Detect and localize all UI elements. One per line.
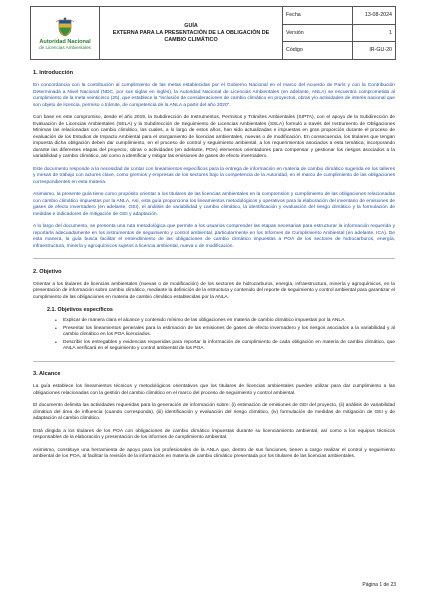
document-title-block xyxy=(100,7,283,59)
meta-key: Código xyxy=(283,42,353,59)
paragraph: Orientar a los titulares de licencias ambientales (nuevas o de modificación) de los sectores de hidrocarburos, energía, infraestructura, minería y agroquímicos, en la presentación de información sobre cambio climático, mediante la definición de la estructura y contenido del reporte de seguimiento y control ambiental para garantizar el cumplimiento de las obligaciones en materia de cambio climático establecidas por la ANLA. xyxy=(33,281,395,300)
meta-value: 13-08-2024 xyxy=(364,12,392,18)
paragraph: Asimismo, constituye una herramienta de apoyo para los profesionales de la ANLA que, dentro de sus funciones, tienen a cargo realizar el control y seguimiento ambiental de los POA, al facilitar la revisión de la información en materia de cambio climático presentada por los titulares de las licencias ambientales. xyxy=(33,447,395,460)
logo-text-line2: de Licencias Ambientales xyxy=(39,45,91,51)
paragraph: Asimismo, la presente guía tiene como propósito orientar a los titulares de las licencias ambientales en la comprensión y cumplimiento de las obligaciones relacionadas con cambio climático impuestas por la ANLA. Así, esta guía proporciona los lineamientos metodológicos y operativos para la elaboración del inventario de emisiones de gases de efecto invernadero (en adelante, GEI), el análisis de variabilidad y cambio climático, la identificación y evaluación del riesgo climático y la formulación de medidas e indicadores de mitigación de GEI y adaptación. xyxy=(33,192,395,217)
document-body xyxy=(33,70,395,467)
document-type: GUÍA xyxy=(184,22,198,29)
section-heading-scope: 3. Alcance xyxy=(33,371,61,378)
meta-value: 1 xyxy=(389,29,392,36)
meta-row-date xyxy=(283,7,395,25)
paragraph: El documento delimita las actividades requeridas para la generación de información sobre: (i) estimación de emisiones de GEI del proyecto, (ii) análisis de variabilidad climática del área de influencia (cuando corresponda), (iii) identificación y evaluación del riesgo climático, (iv) formulación de medidas de mitigación de GEI y de adaptación al cambio climático. xyxy=(33,403,395,422)
document-header xyxy=(30,6,396,60)
meta-row-code xyxy=(283,42,395,59)
logo-text-line1: Autoridad Nacional xyxy=(39,39,91,46)
document-metadata xyxy=(283,7,395,59)
meta-value: IR-GU-20 xyxy=(369,47,392,54)
logo-block xyxy=(31,7,100,59)
bullet-list xyxy=(55,318,395,353)
paragraph: A lo largo del documento, se presenta una ruta metodológica que permite a los usuarios comprender las etapas necesarias para estructurar la información requerida y reportarla adecuadamente en los instrumentos de seguimiento y control ambiental, particularmente en los Informes de Cumplimiento Ambiental (en adelante, ICA). De esta manera, la guía busca facilitar el entendimiento de las obligaciones de cambio climático impuestas a POA de los sectores de hidrocarburos, energía, infraestructura, minería y agroquímicos sujetos a licencia ambiental, nueva o de modificación. xyxy=(33,224,395,249)
subsection-heading-specific-objectives: 2.1. Objetivos específicos xyxy=(47,307,113,314)
meta-key: Fecha xyxy=(283,7,353,24)
list-item: • Explicar de manera clara el alcance y contenido mínimo de las obligaciones en materia de cambio climático impuestas por la ANLA. xyxy=(55,318,395,325)
paragraph: La guía establece los lineamientos técnicos y metodológicos orientativos que los titulares de licencias ambientales pueden utilizar para dar cumplimiento a las obligaciones relacionadas con la gestión del cambio climático en el marco del proceso de seguimiento y control ambiental. xyxy=(33,384,395,396)
section-divider xyxy=(33,361,395,362)
paragraph: Está dirigida a los titulares de los POA con obligaciones de cambio climático impuestas durante su licenciamiento ambiental, así como a los equipos técnicos responsables de la elaboración y presentación de los informes de cumplimiento ambiental. xyxy=(33,428,395,441)
section-divider xyxy=(33,258,395,259)
list-item: • Describir los entregables y evidencias requeridas para reportar la información de cumplimiento de cada obligación en materia de cambio climático, que ANLA verificará en el seguimiento y control ambiental de los POA. xyxy=(55,340,395,353)
coat-of-arms-icon xyxy=(55,17,75,37)
document-title: EXTERNA PARA LA PRESENTACIÓN DE LA OBLIGACIÓN DE CAMBIO CLIMÁTICO xyxy=(112,29,270,43)
paragraph: Este documento responde a la necesidad de contar con lineamientos específicos para la entrega de información en materia de cambio climático sugerida en los talleres y mesas de trabajo con actores clave, como gremios y empresas de los sectores bajo la competencia de la Autoridad, en el marco de cumplimiento de las obligaciones correspondientes en esta materia. xyxy=(33,166,395,185)
page-number: Página 1 de 23 xyxy=(362,582,396,588)
meta-key: Versión xyxy=(283,25,353,42)
section-heading-objective: 2. Objetivo xyxy=(33,268,62,275)
section-heading-introduction: 1. Introducción xyxy=(33,70,74,76)
list-item: • Presentar los lineamientos generales para la estimación de las emisiones de gases de efecto invernadero y los riesgos asociados a la variabilidad y al cambio climático en los POA licenciados. xyxy=(55,326,395,339)
meta-row-version xyxy=(283,25,395,43)
paragraph: Con base en este compromiso, desde el año 2019, la Subdirección de Instrumentos, Permisos y Trámites Ambientales (SIPTA), con el apoyo de la Subdirección de Evaluación de Licencias Ambientales (SELA) y la Subdirección de Seguimiento de Licencias Ambientales (SSLA) formuló a través del Instrumento de Obligaciones Mínimas las relacionadas con cambio climático, las cuales, a lo largo de estos años, han sido actualizadas e impuestas en gran proporción durante el proceso de evaluación de los Estudios de Impacto Ambiental para el otorgamiento de licencias ambientales, nuevas o de modificación. En consecuencia, los titulares que tengan impuesta dicha obligación deben dar cumplimiento, en el proceso de control y seguimiento ambiental, a los requerimientos asociados a esta temática, incorporando durante las diferentes etapas del proyecto, obras o actividades (en adelante, POA) elementos orientadores para compensar y gestionar los riesgos asociados a la variabilidad y cambio climático, así como a identificar y mitigar las emisiones de gases de efecto invernadero. xyxy=(33,115,395,159)
paragraph: En concordancia con la contribución al cumplimiento de las metas establecidas por el Gobierno Nacional en el marco del Acuerdo de París y con la Contribución Determinada a Nivel Nacional (NDC, por sus siglas en inglés), la Autoridad Nacional de Licencias Ambientales (en adelante, ANLA) se encuentra comprometida al cumplimiento de la meta veinticinco (25), que establece la "inclusión de consideraciones de cambio climático en proyectos, obras y/o actividades de interés nacional que son objeto de licencia, permiso o trámite, de competencia de la ANLA a partir del año 2020". xyxy=(33,83,395,108)
